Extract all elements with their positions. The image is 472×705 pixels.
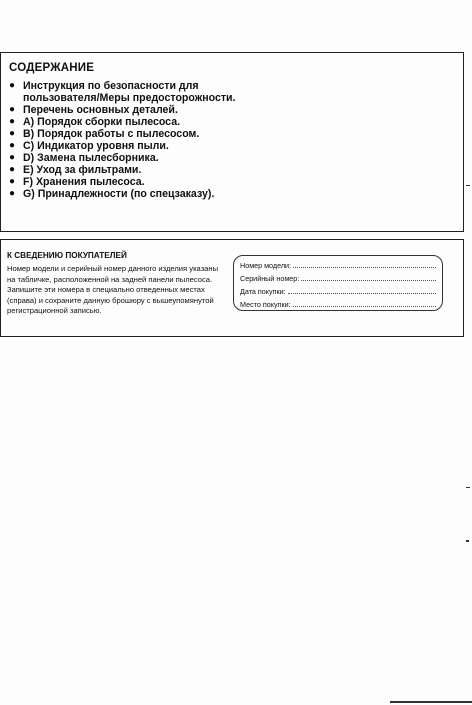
bottom-rule xyxy=(390,701,472,703)
purchase-date-field[interactable] xyxy=(288,285,436,294)
serial-number-label: Серийный номер: xyxy=(240,274,300,283)
purchase-date-row xyxy=(240,285,436,298)
contents-item: ● Перечень основных деталей. xyxy=(9,104,178,116)
model-number-row xyxy=(240,259,436,272)
bullet-icon: ● xyxy=(9,104,16,115)
contents-list xyxy=(9,80,239,200)
purchase-place-row xyxy=(240,298,436,311)
contents-box xyxy=(0,52,464,232)
registration-form xyxy=(233,255,443,311)
serial-number-row xyxy=(240,272,436,285)
purchase-place-label: Место покупки: xyxy=(240,300,291,309)
contents-item: ● E) Уход за фильтрами. xyxy=(9,164,142,176)
bullet-icon: ● xyxy=(9,140,16,151)
edge-mark xyxy=(466,487,470,488)
contents-item: ● C) Индикатор уровня пыли. xyxy=(9,140,169,152)
purchase-date-label: Дата покупки: xyxy=(240,287,286,296)
customer-info-text: Номер модели и серийный номер данного изделия указаны на табличке, расположенной на задней панели пылесоса. Запишите эти номера в специально отведенных местах (справа) и сохраните данную брошюру с вышеупомянутой регистрационной записью. xyxy=(7,264,219,315)
bullet-icon: ● xyxy=(9,164,16,175)
contents-item: ● G) Принадлежности (по спецзаказу). xyxy=(9,188,215,200)
bullet-icon: ● xyxy=(9,80,16,91)
purchase-place-field[interactable] xyxy=(293,298,436,307)
serial-number-field[interactable] xyxy=(301,272,436,281)
contents-item: ● B) Порядок работы с пылесосом. xyxy=(9,128,200,140)
edge-mark xyxy=(466,540,469,542)
contents-title: СОДЕРЖАНИЕ xyxy=(9,62,95,74)
contents-item: ● A) Порядок сборки пылесоса. xyxy=(9,116,181,128)
contents-item: ● F) Хранения пылесоса. xyxy=(9,176,145,188)
customer-info-title: К СВЕДЕНИЮ ПОКУПАТЕЛЕЙ xyxy=(7,251,127,260)
bullet-icon: ● xyxy=(9,128,16,139)
customer-info-box xyxy=(0,239,464,337)
model-number-label: Номер модели: xyxy=(240,261,292,270)
bullet-icon: ● xyxy=(9,188,16,199)
bullet-icon: ● xyxy=(9,152,16,163)
contents-item: ● D) Замена пылесборника. xyxy=(9,152,159,164)
edge-mark xyxy=(466,185,470,186)
contents-item: ● Инструкция по безопасности для пользователя/Меры предосторожности. xyxy=(9,80,236,104)
bullet-icon: ● xyxy=(9,176,16,187)
bullet-icon: ● xyxy=(9,116,16,127)
model-number-field[interactable] xyxy=(293,259,436,268)
